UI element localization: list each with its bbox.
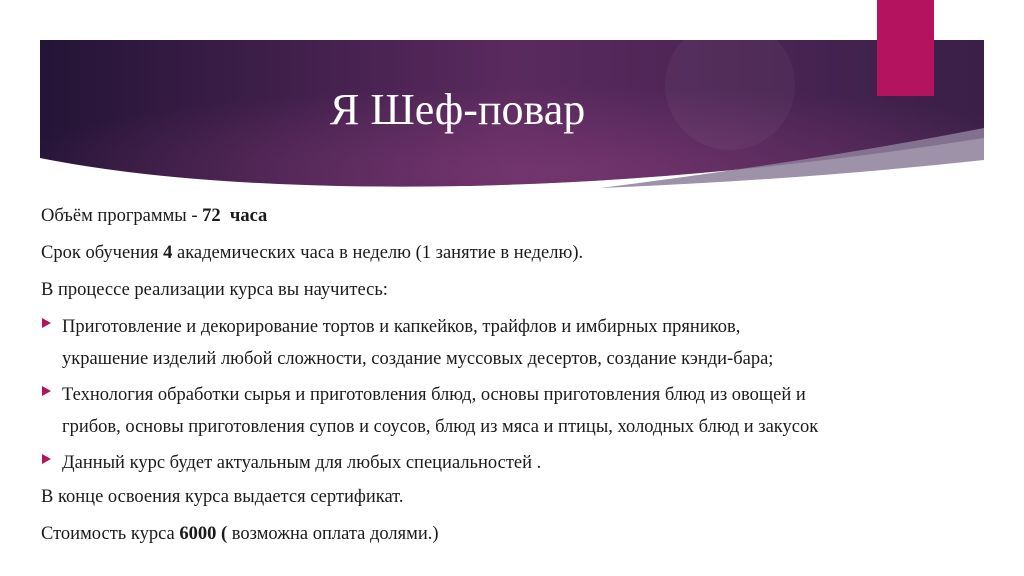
bullet-text: Приготовление и декорирование тортов и капкейков, трайфлов и имбирных пряников,	[62, 317, 741, 337]
list-item	[41, 379, 941, 443]
accent-tab	[877, 0, 934, 96]
slide-title: Я Шеф-повар	[330, 85, 586, 134]
program-volume-value: 72	[202, 206, 221, 226]
program-volume	[41, 204, 941, 229]
program-volume-label: Объём программы -	[41, 206, 203, 226]
course-price-label: Стоимость курса	[41, 524, 180, 544]
triangle-bullet-icon	[42, 386, 51, 396]
slide-body	[41, 204, 941, 547]
study-duration-value: 4	[163, 243, 173, 263]
study-duration-label: Срок обучения	[41, 243, 164, 263]
triangle-bullet-icon	[42, 454, 51, 464]
course-price-note: возможна оплата долями.)	[227, 524, 439, 544]
bullet-text: грибов, основы приготовления супов и соусов, блюд из мяса и птицы, холодных блюд и закусок	[62, 417, 819, 437]
study-duration-suffix: академических часа в неделю (1 занятие в неделю).	[172, 243, 584, 263]
list-item	[41, 311, 941, 375]
program-volume-unit: часа	[229, 206, 268, 226]
course-price	[41, 522, 941, 547]
study-duration	[41, 241, 941, 266]
list-item	[41, 447, 941, 479]
learn-intro: В процессе реализации курса вы научитесь:	[41, 280, 388, 300]
bullet-text: украшение изделий любой сложности, создание муссовых десертов, создание кэнди-бара;	[62, 349, 774, 369]
triangle-bullet-icon	[42, 318, 51, 328]
bullet-text: Данный курс будет актуальным для любых специальностей .	[62, 453, 542, 473]
bullet-text: Технология обработки сырья и приготовления блюд, основы приготовления блюд из овощей и	[62, 385, 806, 405]
course-price-value: 6000 (	[179, 524, 228, 544]
certificate-note: В конце освоения курса выдается сертификат.	[41, 487, 404, 507]
